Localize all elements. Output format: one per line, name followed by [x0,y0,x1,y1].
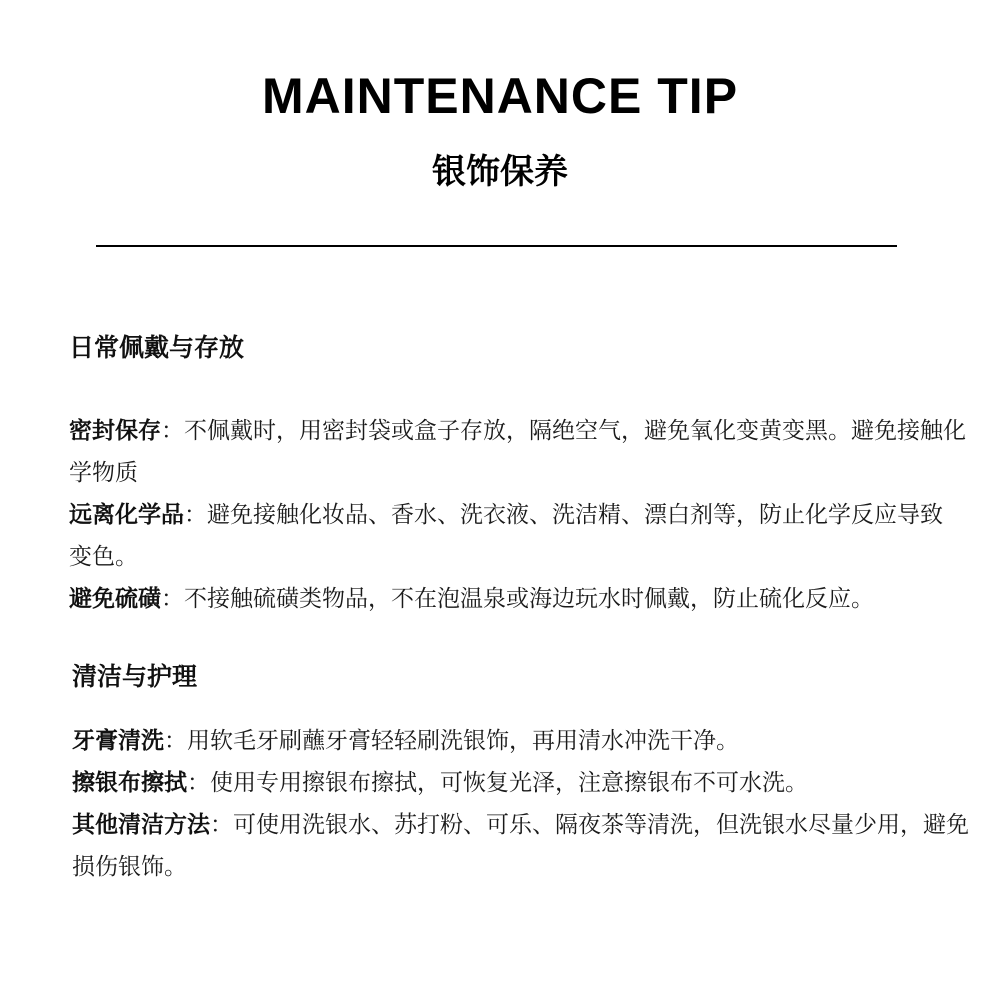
tip-text: 用软毛牙刷蘸牙膏轻轻刷洗银饰，再用清水冲洗干净。 [187,728,739,754]
tip-label: 牙膏清洗 [72,728,164,754]
tip-other-methods [72,804,972,888]
tip-text: 使用专用擦银布擦拭，可恢复光泽，注意擦银布不可水洗。 [210,770,808,796]
tip-separator: ： [187,770,210,796]
tip-separator: ： [184,502,207,528]
tip-sealed-storage [69,410,969,494]
tip-text: 可使用洗银水、苏打粉、可乐、隔夜茶等清洗，但洗银水尽量少用，避免损伤银饰。 [72,812,969,880]
tip-avoid-chemicals [69,494,949,578]
tip-label: 擦银布擦拭 [72,770,187,796]
tip-text: 不接触硫磺类物品，不在泡温泉或海边玩水时佩戴，防止硫化反应。 [184,586,874,612]
tip-toothpaste [72,720,972,762]
title-divider [96,245,897,247]
tip-label: 其他清洁方法 [72,812,210,838]
tip-separator: ： [161,586,184,612]
tip-text: 不佩戴时，用密封袋或盒子存放，隔绝空气，避免氧化变黄变黑。避免接触化学物质 [69,418,966,486]
tip-text: 避免接触化妆品、香水、洗衣液、洗洁精、漂白剂等，防止化学反应导致变色。 [69,502,943,570]
tip-polishing-cloth [72,762,972,804]
page-subtitle: 银饰保养 [432,152,568,192]
page-title: MAINTENANCE TIP [261,68,739,124]
section-heading-cleaning: 清洁与护理 [72,662,198,691]
tip-separator: ： [210,812,233,838]
section-heading-daily-wear: 日常佩戴与存放 [69,333,245,362]
tip-avoid-sulfur [69,578,989,620]
tip-label: 远离化学品 [69,502,184,528]
tip-separator: ： [164,728,187,754]
tip-label: 密封保存 [69,418,161,444]
tip-label: 避免硫磺 [69,586,161,612]
tip-separator: ： [161,418,184,444]
